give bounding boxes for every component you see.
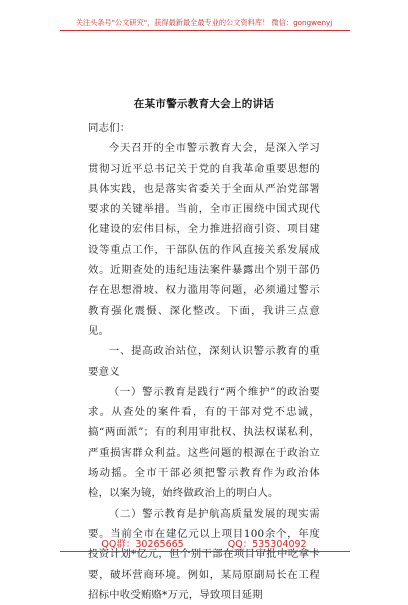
- section-heading: 一、提高政治站位，深刻认识警示教育的重要意义: [88, 345, 320, 378]
- qq-group-number: QQ群：30265665: [101, 539, 184, 550]
- body-paragraph: 今天召开的全市警示教育大会，是深入学习贯彻习近平总书记关于党的自我革命重要思想的具体实践，也是落实省委关于全面从严治党部署要求的关键举措。当前，全市正围绕中国式现代化建设的宏伟目标，全力推进招商引资、项目建设等重点工作，干部队伍的作风直接关系发展成效。近期查处的违纪违法案件暴露出个别干部仍存在思想滑坡、权力滥用等问题，必须通过警示教育强化震慑、深化整改。下面，我讲三点意见。: [88, 142, 320, 337]
- salutation: 同志们：: [88, 122, 131, 134]
- document-body: [88, 118, 320, 605]
- document-title: 在某市警示教育大会上的讲话: [133, 98, 275, 110]
- footer-contact: [0, 536, 408, 550]
- footer-divider: [60, 551, 350, 552]
- body-paragraph: （一）警示教育是践行“两个维护”的政治要求。从查处的案件看，有的干部对党不忠诚，搞“两面派”；有的利用审批权、执法权谋私利，严重损害群众利益。这些问题的根源在于政治立场动摇。全市干部必须把警示教育作为政治体检，以案为镜，始终做政治上的明白人。: [88, 385, 320, 500]
- qq-number: QQ：535304092: [227, 539, 307, 550]
- body-paragraph: （二）警示教育是护航高质量发展的现实需要。当前全市在建亿元以上项目100余个，年度投资计划*亿元，但个别干部在项目审批中吃拿卡要，破坏营商环境。例如，某局原副局长在工程招标中收受贿赂*万元，导致项目延期: [88, 507, 320, 601]
- header-divider: [60, 30, 350, 31]
- header-banner: 关注头条号"公文研究"，获得最新最全最专业的公文资料库！ 微信：gongwenyj: [75, 18, 333, 27]
